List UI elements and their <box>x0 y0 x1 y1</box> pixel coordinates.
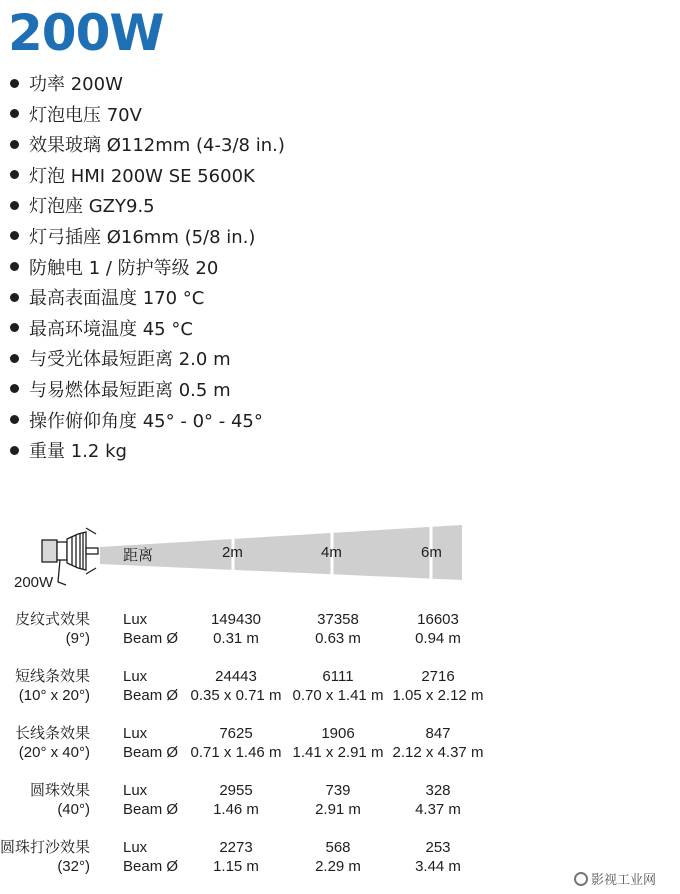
effect-angle: (32°) <box>57 858 90 875</box>
distance-4m-label: 4m <box>321 544 342 561</box>
lux-2m: 2273 <box>219 839 253 856</box>
spec-item <box>10 315 285 346</box>
bullet-icon <box>10 170 19 179</box>
spec-text: 灯泡电压 70V <box>29 104 142 126</box>
beam-6m: 0.94 m <box>415 630 461 647</box>
spec-item <box>10 131 285 162</box>
bullet-icon <box>10 201 19 210</box>
unit-beam: Beam Ø <box>123 630 179 647</box>
lux-2m: 2955 <box>219 782 253 799</box>
bullet-icon <box>10 231 19 240</box>
spec-item <box>10 254 285 285</box>
bullet-icon <box>10 262 19 271</box>
bullet-icon <box>10 140 19 149</box>
lux-6m: 847 <box>425 725 451 742</box>
unit-lux: Lux <box>123 725 148 742</box>
spec-text: 灯弓插座 Ø16mm (5/8 in.) <box>29 226 256 248</box>
beam-2m: 0.31 m <box>213 630 259 647</box>
beam-6m: 3.44 m <box>415 858 461 875</box>
watermark <box>574 869 656 888</box>
effect-name: 长线条效果 <box>14 725 90 742</box>
lux-4m: 1906 <box>321 725 355 742</box>
spec-text: 灯泡 HMI 200W SE 5600K <box>29 165 255 187</box>
bullet-icon <box>10 415 19 424</box>
effect-name: 圆珠效果 <box>29 782 90 799</box>
effect-name: 皮纹式效果 <box>14 611 90 628</box>
lux-4m: 37358 <box>317 611 359 628</box>
bullet-icon <box>10 384 19 393</box>
table-row <box>0 781 680 821</box>
spec-text: 防触电 1 / 防护等级 20 <box>29 257 219 279</box>
light-beam-shape <box>100 525 462 580</box>
lux-4m: 568 <box>325 839 351 856</box>
spec-item <box>10 437 285 468</box>
bullet-icon <box>10 354 19 363</box>
unit-beam: Beam Ø <box>123 858 179 875</box>
spec-text: 与易燃体最短距离 0.5 m <box>29 379 231 401</box>
unit-beam: Beam Ø <box>123 687 179 704</box>
unit-lux: Lux <box>123 668 148 685</box>
lamp-label: 200W <box>14 574 54 591</box>
lux-6m: 328 <box>425 782 451 799</box>
effect-angle: (10° x 20°) <box>18 687 90 704</box>
bullet-icon <box>10 79 19 88</box>
distance-6m-label: 6m <box>421 544 442 561</box>
spec-item <box>10 192 285 223</box>
spec-item <box>10 70 285 101</box>
beam-4m: 0.63 m <box>315 630 361 647</box>
lux-2m: 24443 <box>215 668 257 685</box>
spec-item <box>10 376 285 407</box>
effect-angle: (9°) <box>65 630 90 647</box>
bullet-icon <box>10 293 19 302</box>
bullet-icon <box>10 446 19 455</box>
beam-4m: 0.70 x 1.41 m <box>292 687 384 704</box>
spec-text: 效果玻璃 Ø112mm (4-3/8 in.) <box>29 135 285 157</box>
unit-beam: Beam Ø <box>123 801 179 818</box>
spec-text: 与受光体最短距离 2.0 m <box>29 349 231 371</box>
bullet-icon <box>10 109 19 118</box>
spec-text: 功率 200W <box>29 74 123 95</box>
page-title: 200W <box>8 4 164 62</box>
effect-name: 圆珠打沙效果 <box>0 839 90 856</box>
beam-6m: 2.12 x 4.37 m <box>392 744 484 761</box>
table-row <box>0 724 680 764</box>
lux-6m: 16603 <box>417 611 459 628</box>
beam-2m: 0.71 x 1.46 m <box>190 744 282 761</box>
lux-2m: 149430 <box>210 611 262 628</box>
watermark-text: 影视工业网 <box>590 873 656 888</box>
spec-text: 灯泡座 GZY9.5 <box>29 196 155 218</box>
beam-4m: 1.41 x 2.91 m <box>292 744 384 761</box>
beam-2m: 1.46 m <box>213 801 259 818</box>
spec-text: 最高表面温度 170 °C <box>29 288 205 310</box>
lux-4m: 6111 <box>322 668 354 685</box>
distance-label: 距离 <box>123 547 154 564</box>
beam-4m: 2.29 m <box>315 858 361 875</box>
distance-2m-label: 2m <box>222 544 243 561</box>
spec-item <box>10 284 285 315</box>
spec-item <box>10 407 285 438</box>
beam-6m: 1.05 x 2.12 m <box>392 687 484 704</box>
unit-lux: Lux <box>123 839 148 856</box>
effect-angle: (40°) <box>57 801 90 818</box>
beam-4m: 2.91 m <box>315 801 361 818</box>
spec-list <box>10 70 285 468</box>
unit-beam: Beam Ø <box>123 744 179 761</box>
spec-text: 最高环境温度 45 °C <box>29 318 193 340</box>
spec-item <box>10 101 285 132</box>
table-row <box>0 610 680 650</box>
spec-text: 重量 1.2 kg <box>29 441 127 463</box>
lux-4m: 739 <box>325 782 351 799</box>
lux-6m: 2716 <box>421 668 455 685</box>
lux-6m: 253 <box>425 839 451 856</box>
unit-lux: Lux <box>123 611 148 628</box>
beam-2m: 0.35 x 0.71 m <box>190 687 282 704</box>
bullet-icon <box>10 323 19 332</box>
watermark-logo-icon <box>574 872 588 886</box>
spec-item <box>10 345 285 376</box>
beam-2m: 1.15 m <box>213 858 259 875</box>
beam-diagram <box>0 510 480 609</box>
beam-6m: 4.37 m <box>415 801 461 818</box>
spec-item <box>10 223 285 254</box>
unit-lux: Lux <box>123 782 148 799</box>
spec-text: 操作俯仰角度 45° - 0° - 45° <box>29 410 263 432</box>
spec-item <box>10 162 285 193</box>
effect-name: 短线条效果 <box>14 668 90 685</box>
lux-2m: 7625 <box>219 725 253 742</box>
table-row <box>0 667 680 707</box>
effect-angle: (20° x 40°) <box>18 744 90 761</box>
